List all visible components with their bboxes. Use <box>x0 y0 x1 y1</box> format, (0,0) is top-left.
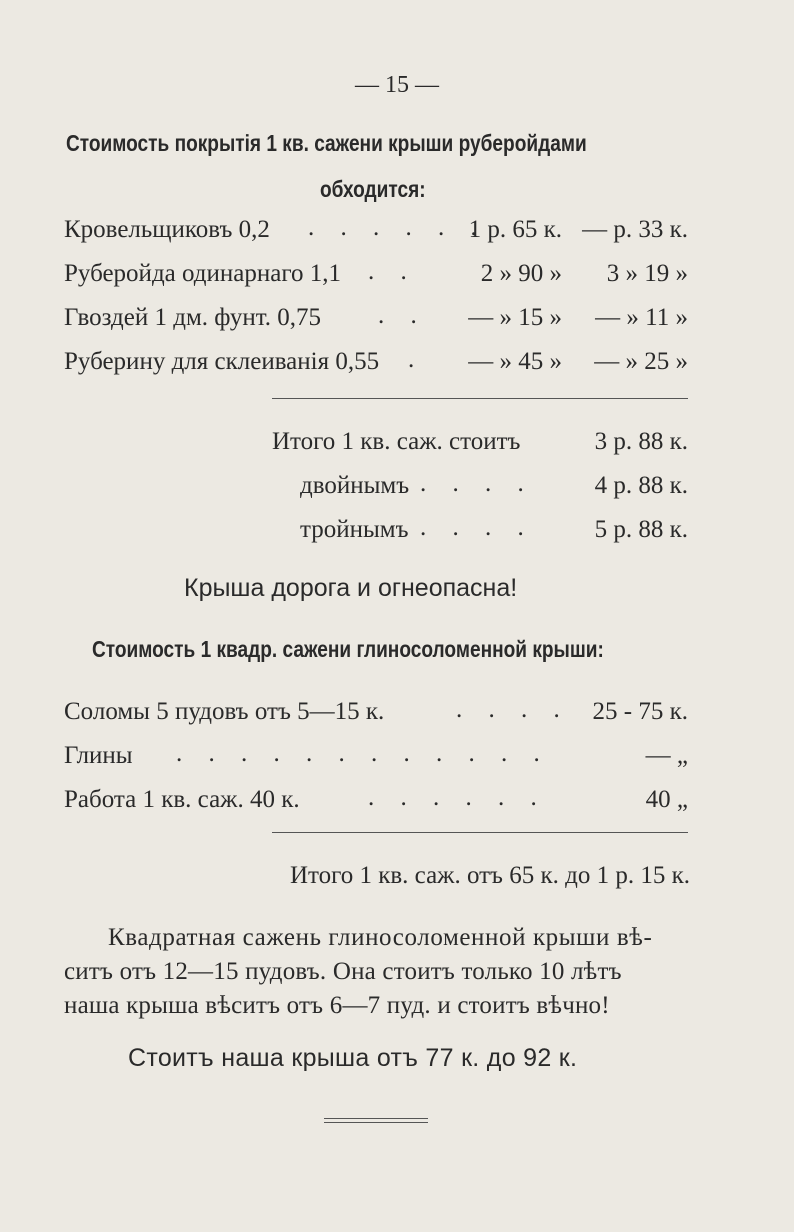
price-per-unit: 1 р. 65 к. <box>468 216 562 243</box>
total-label: Итого 1 кв. саж. стоитъ <box>272 428 521 455</box>
page-number: — 15 — <box>355 72 439 98</box>
price-per-unit: 2 » 90 » <box>480 260 562 287</box>
total-value: 4 р. 88 к. <box>594 472 688 499</box>
leader-dots: . <box>408 346 425 373</box>
paragraph-line: ситъ отъ 12—15 пудовъ. Она стоитъ только 10 лѣтъ <box>64 958 622 985</box>
section1-subtitle: обходится: <box>320 176 426 202</box>
conclusion-line: Стоитъ наша крыша отъ 77 к. до 92 к. <box>128 1044 578 1072</box>
leader-dots: . . <box>378 302 427 329</box>
table-row-label: Гвоздей 1 дм. фунт. 0,75 <box>64 304 322 331</box>
section2-total: Итого 1 кв. саж. отъ 65 к. до 1 р. 15 к. <box>289 862 690 889</box>
table-row-label: Кровельщиковъ 0,2 <box>64 216 270 243</box>
table-row-label: Глины <box>64 742 133 769</box>
table-row-label: Руберину для склеиванія 0,55 <box>64 348 380 375</box>
price-total: — р. 33 к. <box>582 216 688 243</box>
section2-title: Стоимость 1 квадр. сажени глиносоломенной крыши: <box>92 636 604 662</box>
paragraph-line: Квадратная сажень глиносоломенной крыши вѣ- <box>108 924 653 951</box>
leader-dots: . . . . <box>420 470 534 497</box>
leader-dots: . . . . . . <box>308 214 487 241</box>
divider <box>272 398 688 399</box>
section1-title: Стоимость покрытія 1 кв. сажени крыши руберойдами <box>66 130 587 156</box>
total-label: двойнымъ <box>300 472 410 499</box>
leader-dots: . . . . <box>420 514 534 541</box>
table-row-label: Работа 1 кв. саж. 40 к. <box>64 786 300 813</box>
price-per-unit: — » 15 » <box>468 304 562 331</box>
end-ornament-rule <box>324 1118 428 1123</box>
price-total: 3 » 19 » <box>606 260 688 287</box>
row-value: 40 „ <box>645 786 688 813</box>
table-row-label: Соломы 5 пудовъ отъ 5—15 к. <box>64 698 385 725</box>
total-value: 3 р. 88 к. <box>594 428 688 455</box>
row-value: — „ <box>645 742 688 769</box>
leader-dots: . . <box>368 258 417 285</box>
divider <box>272 832 688 833</box>
price-per-unit: — » 45 » <box>468 348 562 375</box>
paragraph-line: наша крыша вѣситъ отъ 6—7 пуд. и стоитъ вѣчно! <box>64 992 610 1019</box>
price-total: — » 11 » <box>595 304 688 331</box>
total-value: 5 р. 88 к. <box>594 516 688 543</box>
row-value: 25 - 75 к. <box>592 698 688 725</box>
leader-dots: . . . . . . . . . . . . <box>176 740 550 767</box>
leader-dots: . . . . <box>456 696 570 723</box>
warning-heading: Крыша дорога и огнеопасна! <box>184 574 518 602</box>
total-label: тройнымъ <box>300 516 409 543</box>
leader-dots: . . . . . . <box>368 784 547 811</box>
table-row-label: Руберойда одинарнаго 1,1 <box>64 260 341 287</box>
price-total: — » 25 » <box>594 348 688 375</box>
